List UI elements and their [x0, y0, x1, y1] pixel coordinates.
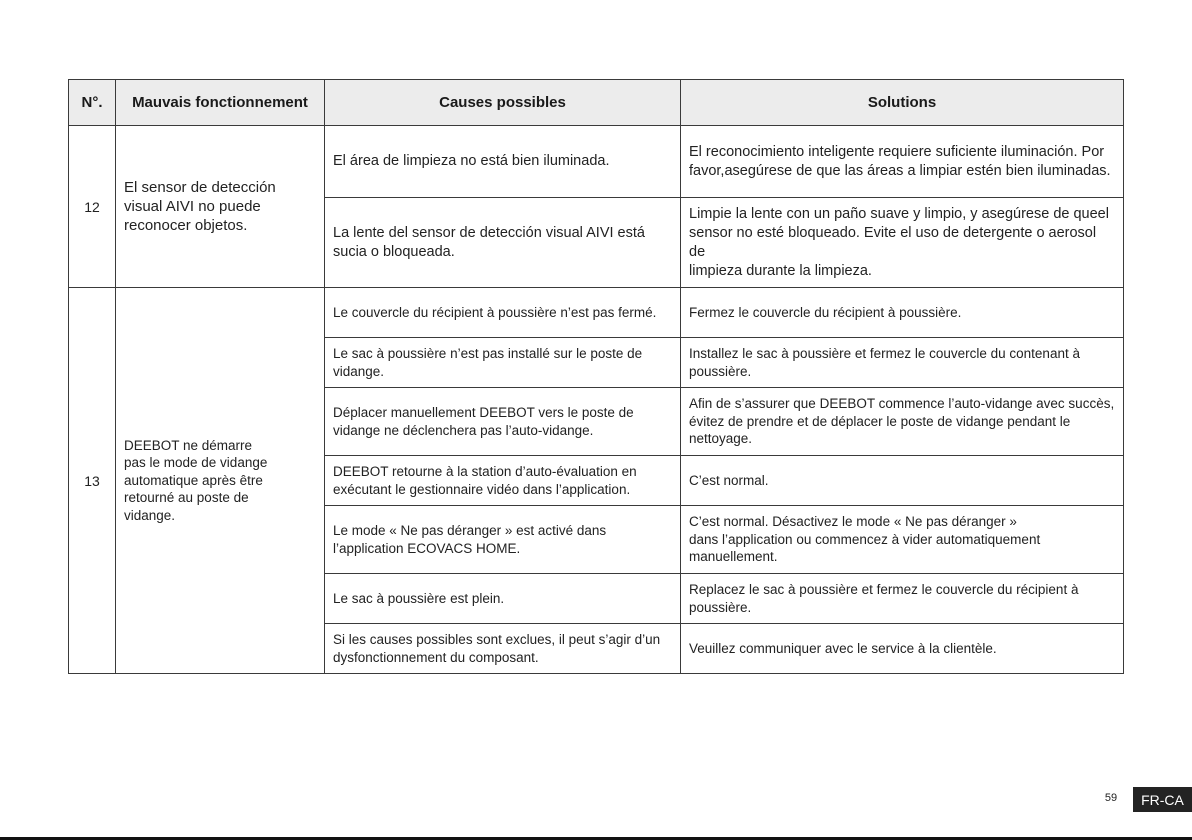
header-causes: Causes possibles	[325, 80, 681, 126]
troubleshooting-table	[68, 79, 1124, 674]
cause-cell: DEEBOT retourne à la station d’auto-évaluation en exécutant le gestionnaire vidéo dans l’application.	[325, 456, 681, 506]
solution-cell: Veuillez communiquer avec le service à la clientèle.	[681, 624, 1124, 674]
row-number: 13	[69, 288, 116, 674]
row-number: 12	[69, 126, 116, 288]
malfunction-cell: El sensor de detección visual AIVI no puede reconocer objetos.	[116, 126, 325, 288]
solution-cell: El reconocimiento inteligente requiere suficiente iluminación. Por favor,asegúrese de que las áreas a limpiar estén bien iluminadas.	[681, 126, 1124, 198]
solution-cell: Fermez le couvercle du récipient à poussière.	[681, 288, 1124, 338]
table-header-row	[69, 80, 1124, 126]
cause-cell: Le couvercle du récipient à poussière n’est pas fermé.	[325, 288, 681, 338]
cause-cell: Le sac à poussière n’est pas installé sur le poste de vidange.	[325, 338, 681, 388]
table-row	[69, 126, 1124, 198]
malfunction-cell: DEEBOT ne démarre pas le mode de vidange automatique après être retourné au poste de vidange.	[116, 288, 325, 674]
cause-cell: Si les causes possibles sont exclues, il peut s’agir d’un dysfonctionnement du composant.	[325, 624, 681, 674]
table-row	[69, 288, 1124, 338]
solution-cell: Afin de s’assurer que DEEBOT commence l’auto-vidange avec succès, évitez de prendre et de déplacer le poste de vidange pendant le nettoyage.	[681, 388, 1124, 456]
page-number: 59	[1104, 792, 1118, 804]
cause-cell: Le sac à poussière est plein.	[325, 574, 681, 624]
header-number: N°.	[69, 80, 116, 126]
solution-cell: Installez le sac à poussière et fermez le couvercle du contenant à poussière.	[681, 338, 1124, 388]
cause-cell: La lente del sensor de detección visual AIVI está sucia o bloqueada.	[325, 198, 681, 288]
cause-cell: Déplacer manuellement DEEBOT vers le poste de vidange ne déclenchera pas l’auto-vidange.	[325, 388, 681, 456]
language-tag: FR-CA	[1133, 787, 1192, 812]
solution-cell: C’est normal.	[681, 456, 1124, 506]
cause-cell: El área de limpieza no está bien iluminada.	[325, 126, 681, 198]
solution-cell: C’est normal. Désactivez le mode « Ne pas déranger » dans l’application ou commencez à vider automatiquement manuellement.	[681, 506, 1124, 574]
header-malfunction: Mauvais fonctionnement	[116, 80, 325, 126]
header-solutions: Solutions	[681, 80, 1124, 126]
solution-cell: Replacez le sac à poussière et fermez le couvercle du récipient à poussière.	[681, 574, 1124, 624]
solution-cell: Limpie la lente con un paño suave y limpio, y asegúrese de queel sensor no esté bloqueado. Evite el uso de detergente o aerosol de limpieza durante la limpieza.	[681, 198, 1124, 288]
cause-cell: Le mode « Ne pas déranger » est activé dans l’application ECOVACS HOME.	[325, 506, 681, 574]
